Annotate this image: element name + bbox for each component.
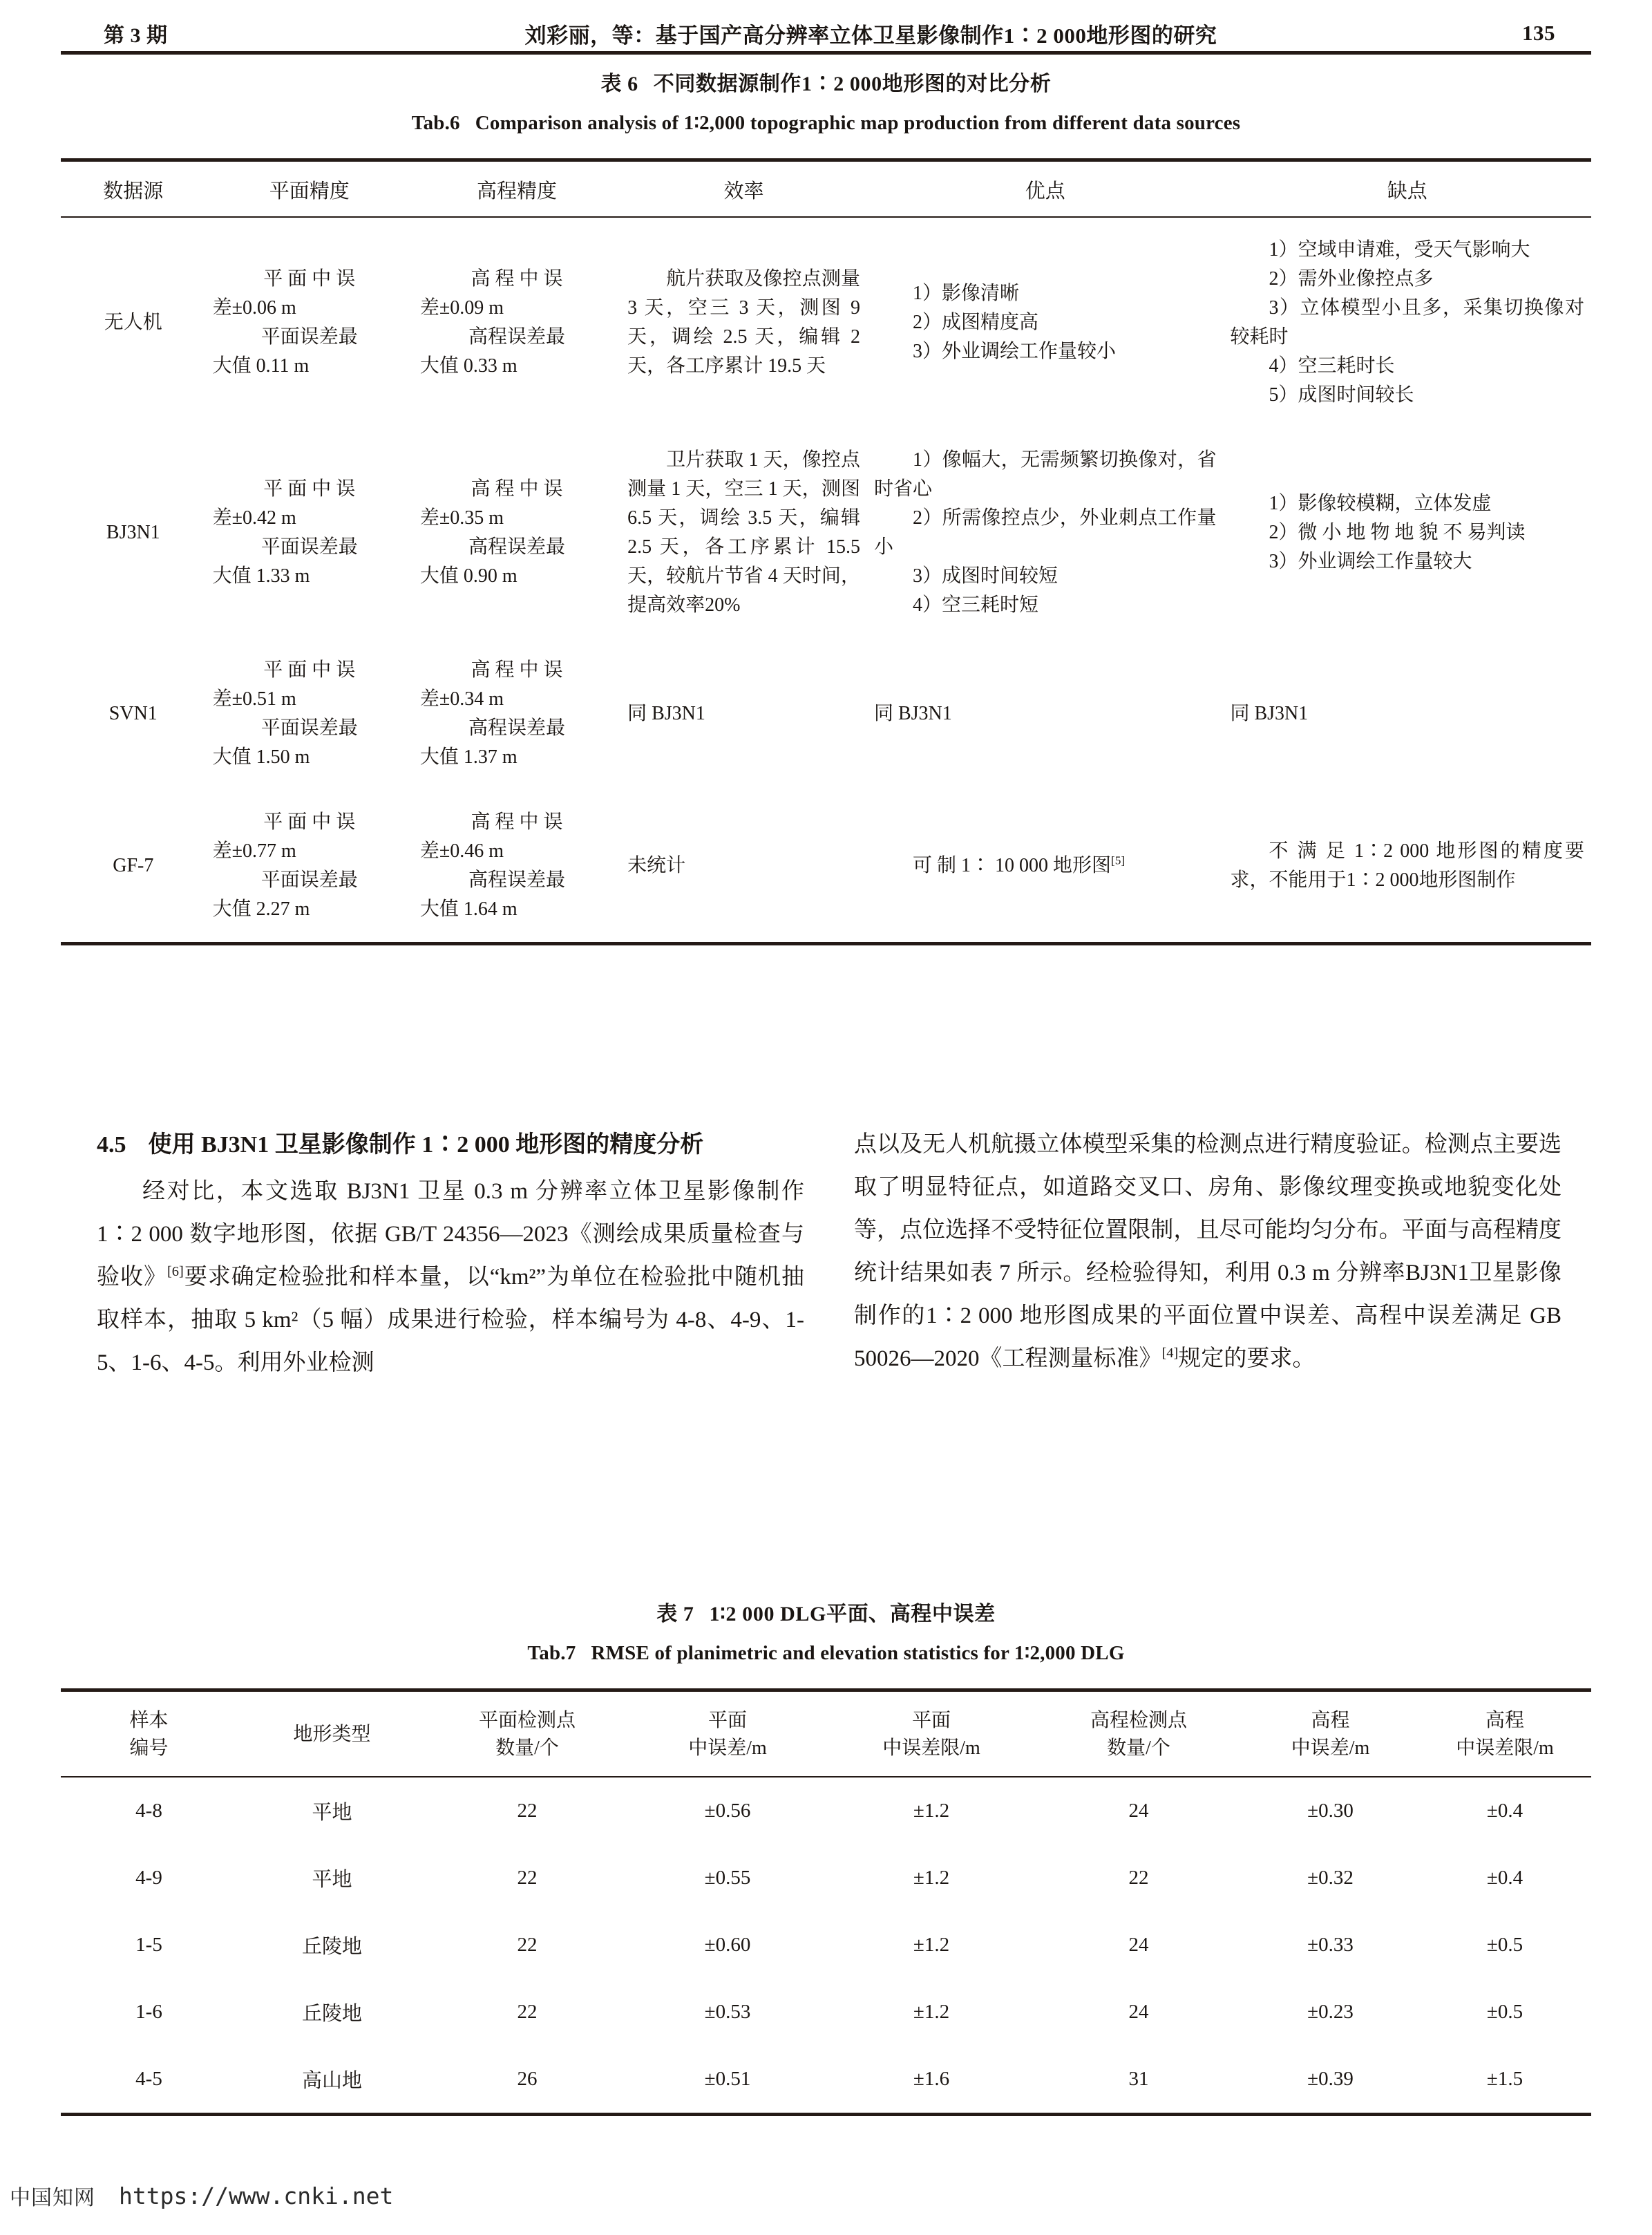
table7-cell-plan-rmse: ±0.53 [704, 2000, 751, 2023]
table7-cell-elev-rmse: ±0.33 [1307, 1933, 1354, 1956]
table7-cell-plan-rmse: ±0.55 [704, 1866, 751, 1889]
table6-cell-plan-accuracy [206, 217, 413, 428]
header-line-1: 平面 [708, 1710, 747, 1731]
table7-col-header-plan-point-count [427, 1690, 627, 1777]
advantage-item: 2）所需像控点少，外业刺点工作量小 [873, 507, 1217, 558]
table7-cell-terrain-type: 平地 [312, 1801, 352, 1824]
elev-line-2: 差±0.35 m [419, 507, 504, 529]
section-heading [97, 1123, 804, 1167]
efficiency-text: 未统计 [627, 855, 686, 876]
header-line-2: 数量/个 [495, 1737, 559, 1759]
header-line-2: 中误差/m [1291, 1737, 1370, 1759]
table6-caption-en [61, 111, 1591, 135]
header-line-1: 高程 [1485, 1710, 1524, 1731]
advantages-text: 同 BJ3N1 [873, 703, 952, 724]
table7-header-row [61, 1690, 1591, 1777]
table6-cell-source: BJ3N1 [106, 522, 160, 543]
table6-block [61, 66, 1591, 945]
advantages-text [874, 851, 1217, 880]
table7-cell-plan-points: 26 [517, 2067, 538, 2090]
plan-line-2: 差±0.51 m [212, 688, 296, 710]
disadvantage-item: 2）微 小 地 物 地 貌 不 易判读 [1269, 522, 1526, 543]
elev-line-4: 大值 0.90 m [419, 565, 518, 587]
table6-cell-elev-accuracy [413, 217, 620, 428]
advantage-item: 2）成图精度高 [912, 312, 1038, 333]
running-head-rule [61, 51, 1591, 55]
body-text [97, 1123, 1561, 1384]
body-column-right [854, 1123, 1561, 1384]
elev-line-3: 高程误差最 [468, 717, 565, 739]
plan-line-1: 平 面 中 误 [263, 811, 356, 833]
table6-cell-efficiency [620, 638, 867, 790]
elev-line-2: 差±0.09 m [419, 297, 504, 319]
table6-cell-plan-accuracy [206, 790, 413, 944]
plan-line-2: 差±0.77 m [212, 840, 296, 862]
table7-col-header-plan-rmse [627, 1690, 828, 1777]
table7-cell-terrain-type: 高山地 [301, 2069, 362, 2092]
header-line-2: 中误差限/m [1456, 1737, 1554, 1759]
table7-cell-sample-id: 4-9 [135, 1866, 162, 1889]
table6-caption-cn [61, 66, 1591, 97]
paragraph-right-part2: 规定的要求。 [1178, 1346, 1316, 1372]
table6-cell-source: 无人机 [104, 312, 162, 333]
paragraph-right [854, 1123, 1561, 1380]
efficiency-text: 卫片获取 1 天，像控点测量 1 天，空三 1 天，测图 6.5 天，调绘 3.5 天，编辑 2.5 天，各工序累计 15.5 天，较航片节省 4 天时间，提高效率20% [627, 449, 860, 616]
elev-line-4: 大值 1.64 m [419, 898, 518, 920]
article-running-title: 刘彩丽，等：基于国产高分辨率立体卫星影像制作1∶2 000地形图的研究 [524, 23, 1217, 48]
table6-cell-disadvantages [1223, 638, 1591, 790]
table7-cell-elev-rmse-limit: ±0.4 [1486, 1799, 1523, 1822]
elev-line-3: 高程误差最 [468, 326, 565, 348]
table7-col-header-elev-point-count [1035, 1690, 1242, 1777]
header-line-2: 中误差限/m [882, 1737, 980, 1759]
elev-line-2: 差±0.46 m [419, 840, 504, 862]
table7-cell-elev-rmse: ±0.39 [1307, 2067, 1354, 2090]
elev-line-1: 高 程 中 误 [471, 811, 563, 833]
table7-col-header-elev-rmse [1242, 1690, 1418, 1777]
table7-cell-plan-points: 22 [517, 1866, 538, 1889]
elev-line-1: 高 程 中 误 [471, 268, 563, 290]
header-line-2: 数量/个 [1107, 1737, 1170, 1759]
plan-line-2: 差±0.42 m [212, 507, 296, 529]
table6-col-header-efficiency: 效率 [723, 180, 764, 202]
table7-cell-plan-rmse-limit: ±1.2 [913, 1799, 950, 1822]
table7-cell-terrain-type: 丘陵地 [301, 1935, 362, 1958]
disadvantage-item: 3）外业调绘工作量较大 [1269, 551, 1472, 572]
table7-cell-terrain-type: 丘陵地 [301, 2002, 362, 2025]
table6-cell-source: GF-7 [113, 855, 154, 876]
table6-row [61, 217, 1591, 428]
plan-line-4: 大值 0.11 m [212, 355, 310, 377]
table6-cell-efficiency [620, 790, 867, 944]
table7-cell-plan-rmse-limit: ±1.2 [913, 1866, 950, 1889]
disadvantage-item: 5）成图时间较长 [1269, 384, 1414, 406]
table7-block [61, 1596, 1591, 2116]
table7-cell-terrain-type: 平地 [312, 1868, 352, 1891]
cnki-footer [0, 2171, 1652, 2220]
advantage-item: 3）成图时间较短 [912, 565, 1058, 587]
header-line-2: 编号 [129, 1737, 169, 1759]
table7-caption-cn-text: 1∶2 000 DLG平面、高程中误差 [709, 1603, 996, 1625]
table7-row [61, 1845, 1591, 1912]
table7-cell-sample-id: 1-6 [135, 2000, 162, 2023]
table6-col-header-plan-accuracy: 平面精度 [269, 180, 350, 202]
table7-row [61, 1777, 1591, 1845]
table7-cell-plan-rmse: ±0.60 [704, 1933, 751, 1956]
paragraph-left-part2: 要求确定检验批和样本量，以“km²”为单位在检验批中随机抽取样本，抽取 5 km²（5 幅）成果进行检验，样本编号为 4-8、4-9、1-5、1-6、4-5。利用外业检测 [97, 1264, 805, 1376]
header-line-1: 样本 [129, 1710, 169, 1731]
table6 [61, 158, 1591, 945]
paragraph-left-reference: [6] [167, 1263, 184, 1279]
header-line-1: 平面检测点 [478, 1710, 576, 1731]
table6-cell-disadvantages [1223, 790, 1591, 944]
header-line-1: 平面 [911, 1710, 951, 1731]
elev-line-2: 差±0.34 m [419, 688, 504, 710]
advantage-item: 4）空三耗时短 [912, 594, 1038, 616]
table7-col-header-terrain-type [237, 1690, 427, 1777]
advantage-item: 1）影像清晰 [912, 283, 1019, 304]
table7-cell-elev-points: 24 [1128, 1799, 1149, 1822]
table6-row [61, 638, 1591, 790]
table7-caption-en-label: Tab.7 [527, 1642, 576, 1664]
paragraph-left-part1: 经对比，本文选取 BJ3N1 卫星 0.3 m 分辨率立体卫星影像制作 1∶2 000 数字地形图，依据 GB/T 24356—2023《测绘成果质量检查与验收》 [97, 1178, 804, 1290]
elev-line-4: 大值 0.33 m [419, 355, 518, 377]
advantages-main: 可 制 1∶ 10 000 地形图 [912, 855, 1111, 876]
table6-caption-en-text: Comparison analysis of 1∶2,000 topographic map production from different data sources [475, 112, 1241, 134]
table7-col-header-plan-rmse-limit [828, 1690, 1035, 1777]
elev-line-1: 高 程 中 误 [471, 659, 563, 681]
table7-cell-plan-points: 22 [517, 1799, 538, 1822]
plan-line-2: 差±0.06 m [212, 297, 296, 319]
table7-cell-sample-id: 4-5 [135, 2067, 162, 2090]
table6-row [61, 428, 1591, 638]
table7-cell-elev-rmse-limit: ±0.5 [1486, 2000, 1523, 2023]
plan-line-1: 平 面 中 误 [263, 478, 356, 500]
header-line-1: 高程检测点 [1090, 1710, 1187, 1731]
table7-cell-sample-id: 1-5 [135, 1933, 162, 1956]
table7-row [61, 1979, 1591, 2046]
plan-line-1: 平 面 中 误 [263, 268, 356, 290]
table6-cell-plan-accuracy [206, 428, 413, 638]
table7-cell-elev-points: 22 [1128, 1866, 1149, 1889]
table7-cell-plan-rmse-limit: ±1.6 [913, 2067, 950, 2090]
table6-row [61, 790, 1591, 944]
table6-cell-advantages [867, 790, 1224, 944]
table7-caption-en [61, 1641, 1591, 1665]
table6-cell-plan-accuracy [206, 638, 413, 790]
table7-cell-plan-rmse-limit: ±1.2 [913, 1933, 950, 1956]
table6-cell-source: SVN1 [108, 703, 158, 724]
table6-col-header-disadvantages: 缺点 [1387, 180, 1427, 202]
table6-cell-efficiency [620, 428, 867, 638]
table6-cell-advantages [867, 217, 1224, 428]
paragraph-left [97, 1170, 804, 1384]
elev-line-1: 高 程 中 误 [471, 478, 563, 500]
table7-bottom-rule [61, 2114, 1591, 2116]
table7-caption-cn [61, 1596, 1591, 1627]
table6-caption-cn-label: 表 6 [600, 73, 638, 95]
table6-caption-cn-text: 不同数据源制作1∶2 000地形图的对比分析 [653, 73, 1052, 95]
table7-cell-plan-points: 22 [517, 2000, 538, 2023]
header-line-1: 地形类型 [293, 1723, 371, 1745]
table6-cell-efficiency [620, 217, 867, 428]
table7-cell-elev-rmse: ±0.23 [1307, 2000, 1354, 2023]
table7-cell-elev-rmse: ±0.32 [1307, 1866, 1354, 1889]
table7-col-header-sample-id [61, 1690, 237, 1777]
plan-line-4: 大值 2.27 m [212, 898, 310, 920]
table7-cell-elev-points: 31 [1128, 2067, 1149, 2090]
advantage-item: 3）外业调绘工作量较小 [912, 341, 1116, 362]
efficiency-text: 同 BJ3N1 [627, 703, 705, 724]
cnki-publisher-label: 中国知网 [10, 2187, 95, 2209]
table7-caption-cn-label: 表 7 [656, 1603, 694, 1625]
section-title: 使用 BJ3N1 卫星影像制作 1∶2 000 地形图的精度分析 [148, 1132, 704, 1158]
efficiency-text: 航片获取及像控点测量 3 天，空三 3 天，测图 9 天，调绘 2.5 天，编辑 2 天，各工序累计 19.5 天 [627, 268, 860, 377]
plan-line-3: 平面误差最 [260, 536, 358, 558]
plan-line-4: 大值 1.50 m [212, 746, 310, 768]
body-column-left [97, 1123, 804, 1384]
issue-number: 第 3 期 [104, 24, 168, 47]
header-line-1: 高程 [1311, 1710, 1350, 1731]
table6-cell-elev-accuracy [413, 428, 620, 638]
cnki-url[interactable]: https://www.cnki.net [119, 2182, 394, 2209]
table7-cell-elev-points: 24 [1128, 1933, 1149, 1956]
table6-cell-disadvantages [1223, 217, 1591, 428]
plan-line-4: 大值 1.33 m [212, 565, 310, 587]
elev-line-4: 大值 1.37 m [419, 746, 518, 768]
disadvantages-text: 不 满 足 1∶2 000 地形图的精度要求，不能用于1∶2 000地形图制作 [1230, 840, 1584, 891]
table6-col-header-source: 数据源 [103, 180, 164, 202]
elev-line-3: 高程误差最 [468, 536, 565, 558]
section-number: 4.5 [97, 1132, 126, 1158]
page-number: 135 [1522, 21, 1555, 45]
disadvantage-item: 3）立体模型小且多，采集切换像对较耗时 [1230, 297, 1584, 348]
disadvantages-text: 同 BJ3N1 [1230, 703, 1309, 724]
table7-row [61, 2046, 1591, 2115]
advantage-item: 1）像幅大，无需频繁切换像对，省时省心 [873, 449, 1217, 500]
plan-line-3: 平面误差最 [260, 326, 358, 348]
table6-header-row [61, 160, 1591, 218]
table6-cell-advantages [867, 638, 1224, 790]
paragraph-right-part1: 点以及无人机航摄立体模型采集的检测点进行精度验证。检测点主要选取了明显特征点，如道路交叉口、房角、影像纹理变换或地貌变化处等，点位选择不受特征位置限制，且尽可能均匀分布。平面与高程精度统计结果如表 7 所示。经检验得知，利用 0.3 m 分辨率BJ3N1卫星影像制作的1∶2 000 地形图成果的平面位置中误差、高程中误差满足 GB 50026—2020《工程测量标准》 [854, 1132, 1561, 1372]
table6-cell-elev-accuracy [413, 790, 620, 944]
table7-cell-sample-id: 4-8 [135, 1799, 162, 1822]
running-head [104, 12, 1555, 54]
table7-cell-plan-rmse: ±0.51 [704, 2067, 751, 2090]
elev-line-3: 高程误差最 [468, 869, 565, 891]
table7-row [61, 1912, 1591, 1979]
header-line-2: 中误差/m [688, 1737, 767, 1759]
table7-cell-elev-points: 24 [1128, 2000, 1149, 2023]
table6-cell-disadvantages [1223, 428, 1591, 638]
table7-cell-elev-rmse-limit: ±0.5 [1486, 1933, 1523, 1956]
table7-cell-elev-rmse-limit: ±0.4 [1486, 1866, 1523, 1889]
table6-col-header-elev-accuracy: 高程精度 [476, 180, 557, 202]
disadvantage-item: 1）空域申请难，受天气影响大 [1269, 239, 1530, 261]
plan-line-1: 平 面 中 误 [263, 659, 356, 681]
table7-cell-plan-points: 22 [517, 1933, 538, 1956]
table6-cell-advantages [867, 428, 1224, 638]
plan-line-3: 平面误差最 [260, 869, 358, 891]
plan-line-3: 平面误差最 [260, 717, 358, 739]
table6-col-header-advantages: 优点 [1025, 180, 1065, 202]
disadvantage-item: 1）影像较模糊，立体发虚 [1269, 493, 1492, 514]
disadvantage-item: 4）空三耗时长 [1269, 355, 1395, 377]
table7-cell-elev-rmse: ±0.30 [1307, 1799, 1354, 1822]
advantages-reference: [5] [1110, 854, 1126, 867]
table7-cell-plan-rmse: ±0.56 [704, 1799, 751, 1822]
table7-cell-plan-rmse-limit: ±1.2 [913, 2000, 950, 2023]
table7-cell-elev-rmse-limit: ±1.5 [1486, 2067, 1523, 2090]
table7-col-header-elev-rmse-limit [1418, 1690, 1591, 1777]
table6-bottom-rule [61, 944, 1591, 946]
paragraph-right-reference: [4] [1161, 1346, 1179, 1361]
table6-cell-elev-accuracy [413, 638, 620, 790]
table7 [61, 1688, 1591, 2116]
table6-caption-en-label: Tab.6 [411, 112, 460, 134]
disadvantage-item: 2）需外业像控点多 [1269, 268, 1434, 290]
table7-caption-en-text: RMSE of planimetric and elevation statistics for 1∶2,000 DLG [591, 1642, 1125, 1664]
